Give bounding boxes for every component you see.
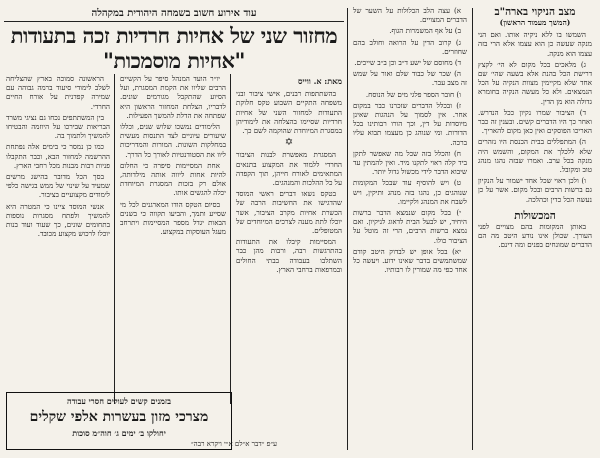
story-column-a: [234, 74, 344, 404]
right-paragraph: ה) המתפללים בבית הכנסת היו נזהרים שלא ללכלך את המקום, והשמש היה מנקה בכל ערב. ואמרו שבזה נהגו מנהג טוב ומקובל.: [478, 137, 592, 175]
story-paragraph: הראשונה סמוכה בארץ שהצליחה לשלב לימודי סיעוד ברמה גבוהה עם שמירה קפדנית על אורח החיים החרדי.: [6, 74, 110, 111]
middle-paragraph: ז) ובכלל הדברים שזכרנו כבר במקום אחר. אין לסמוך על הנהגות שאינן מיוסדות על דין, וכך הורו רבותינו בכל הדורות. ומי שנוהג כן מעצמו תבוא עליו ברכה.: [353, 100, 467, 147]
story-kicker: עוד אירוע חשוב בשמחה היהודית במקהלה: [91, 8, 257, 19]
middle-paragraph: ט) ויש להוסיף עוד שבכל המקומות שנוהגים כן, נהגו בזה מנהג ותיקין, ויש לשבח את המנהג ולקיימו.: [353, 178, 467, 206]
right-column-title: מצב הניקוי בארה"ב: [494, 6, 576, 18]
story-paragraph: אנשי המוסד ציינו כי המטרה היא להמשיך ולפתח מסגרות נוספות בתחומים שונים, כך שעוד ועוד בנות יוכלו לרכוש מקצוע מכובד.: [6, 201, 110, 239]
middle-paragraph: א) עצה הלב הכלולות על השער של הדברים המצויים.: [353, 6, 467, 25]
middle-paragraph: ה) שכר של כבוד שלם ואור על שמש זה מצב עבר.: [353, 69, 467, 88]
ad-line2: מצרכי מזון בעשרות אלפי שקלים: [29, 409, 209, 425]
middle-paragraph: ד) מחוסם של ישע ד״ב וכן ב״ב שייכים.: [354, 58, 461, 68]
story-paragraph: המסיימות קיבלו את התעודות בהתרגשות רבה, ורבות מהן כבר השתלבו בעבודה בבתי החולים ובמרפאות ברחבי הארץ.: [236, 237, 342, 274]
right-paragraph: ד) הציבור שמרו נקיון ככל הנדרש. ואחר כך היו הדברים קשים. ובענין זה כבר האריכו הפוסקים ואין כאן מקום להאריך.: [478, 107, 592, 136]
column-divider: [230, 74, 231, 404]
story-paragraph: בין המשתתפים נכחו גם נציגי משרד הבריאות שבירכו על היוזמה והבטיחו להמשיך ולתמוך בה.: [6, 112, 110, 141]
column-divider: [347, 8, 348, 450]
middle-paragraph: ו) חובר הספר פלגי מים של הנוסח.: [365, 89, 461, 99]
ad-line3: יחולקו ב׳ ימים ג׳ חוה״מ סוכות: [72, 428, 166, 438]
story-column-b: [118, 74, 228, 404]
section-title-obstacles: המכשולות: [514, 209, 556, 222]
story-byline: מאת: א. ווייס: [297, 76, 342, 86]
right-column: [476, 6, 594, 452]
column-divider: [472, 8, 473, 450]
right-paragraph: השמשו בו ללא ניקיה אותו. ואם הני מנקה שעשה כן הוא עצמו אלא הרי בזה עצמו הוא מנקה.: [478, 30, 592, 58]
right-paragraph: ג) מלאכים בכל מקום לא הי׳ לקצץ דרישת הכל בהנת אלא בשעה שהי׳ שם אחד שלא מקיימין מצוות הנקיה על הכל הנמצאים. ולא כל מעשה הנקיה בחומרא גדולה הוא מן הדין.: [478, 59, 592, 106]
story-paragraph: בהשתתפות רבנים, אישי ציבור ובני משפחה התקיים השבוע טקס חלוקת התעודות למחזור השני של אחיות חרדיות שסיימו בהצלחה את לימודיהן במסגרת המיוחדת שהוקמה לשם כך.: [236, 89, 342, 136]
middle-paragraph: ב) על אף המשמרות הגוף.: [389, 26, 461, 36]
advertisement-box: [6, 392, 232, 450]
story-paragraph: בטקס נשאו דברים ראשי המוסד שהדגישו את החשיבות הרבה של הכשרת אחיות מקרב הציבור, אשר יוכלו לתת מענה לצרכים המיוחדים של המטופלים.: [236, 189, 342, 236]
story-paragraph: בסך הכל מדובר בהישג מרשים שמעיד על שינוי של ממש בגישה כלפי לימודים מקצועיים בציבור.: [6, 172, 110, 200]
story-paragraph: המסגרת מאפשרת לבנות הציבור החרדי ללמוד את המקצוע בתנאים המתאימים לאורח חייהן, תוך הקפדה על כל ההלכות והמנהגים.: [236, 150, 342, 188]
middle-paragraph: ג) קרוב הדין על הרואה וחולב בהם שחוזרים.: [353, 37, 467, 56]
star-divider-icon: ✡: [284, 137, 294, 149]
main-story: [4, 4, 344, 404]
right-section-paragraph: באותן המקומות בהם מצויים לפני העורך. שכולן אינו נודע היטב מה הם הדברים שמונחים בפנים ומה דינם.: [478, 221, 592, 250]
right-column-subtitle: (המשך מעמוד הראשון): [499, 18, 571, 27]
middle-column: [351, 6, 469, 452]
story-headline-line2: "אחיות מוסמכות": [103, 48, 245, 73]
ad-line1: בזמנים קשים לעולים חסרי עבודה: [66, 396, 172, 406]
story-paragraph: כמו כן נמסר כי בימים אלה נפתחת ההרשמה למחזור הבא, וכבר התקבלו פניות רבות מבנות מכל רחבי הארץ.: [6, 142, 110, 170]
story-paragraph: אחת המסיימות סיפרה כי החלום להיות אחות ליווה אותה מילדותה, אולם רק בזכות המסגרת המיוחדת יכלה להגשים אותו.: [120, 160, 226, 198]
story-paragraph: יו״ר הועד המנהל סיפר על הקשיים הרבים שליוו את הקמת המסגרת, ועל הסיוע שהתקבל מגורמים שונים. לדבריו, הצלחת המחזור הראשון היא שפתחה את הדלת להמשך הפעילות.: [120, 74, 226, 120]
story-paragraph: בסיום הטקס הודו המארגנים לכל מי שסייע ותמך, והביעו תקווה כי בשנים הבאות יגדל מספר המסיימות ויתרחב מעגל העוסקות במקצוע.: [120, 199, 226, 237]
story-paragraph: הלימודים נמשכו שלוש שנים, וכללו שיעורים עיוניים לצד התנסות מעשית במחלקות השונות. המורות והמדריכות ליוו את הסטודנטיות לאורך כל הדרך.: [120, 122, 226, 159]
middle-paragraph: י) בכל מקום שנמצא הדבר ברשות היחיד, יש לבעל הבית לדאוג לניקיון. ואם נמצא ברשות הרבים, הרי זה מוטל על הציבור כולו.: [353, 208, 467, 245]
story-column-c: [4, 74, 112, 404]
column-divider: [114, 74, 115, 404]
right-paragraph: ו) ולכן ראוי שכל אחד ישמור על הנקיון גם ברשות הרבים ובכל מקום. אשר על כן נעשה הכל כדין וכהלכה.: [478, 176, 592, 204]
middle-paragraph: יא) בכל אופן יש לבדוק היטב קודם שמשתמשים בדבר שאינו ידוע. ויעשה כל אחד כפי מה שמורין לו רבותיו.: [353, 246, 467, 275]
middle-paragraph: ח) והכלל בזה שכל מה שאפשר לתקן ביד קלה ראוי לתקנו מיד. ואין להמתין עד שיבוא הדבר לידי מכשול גדול יותר.: [353, 148, 467, 177]
kicker-rule: [4, 21, 344, 22]
story-headline-line1: מחזור שני של אחיות חרדיות זכה בתעודות: [10, 23, 338, 48]
story-footer-line: ע״פ ״דבר א״לם א״י ויקרא רבה״: [191, 440, 277, 448]
